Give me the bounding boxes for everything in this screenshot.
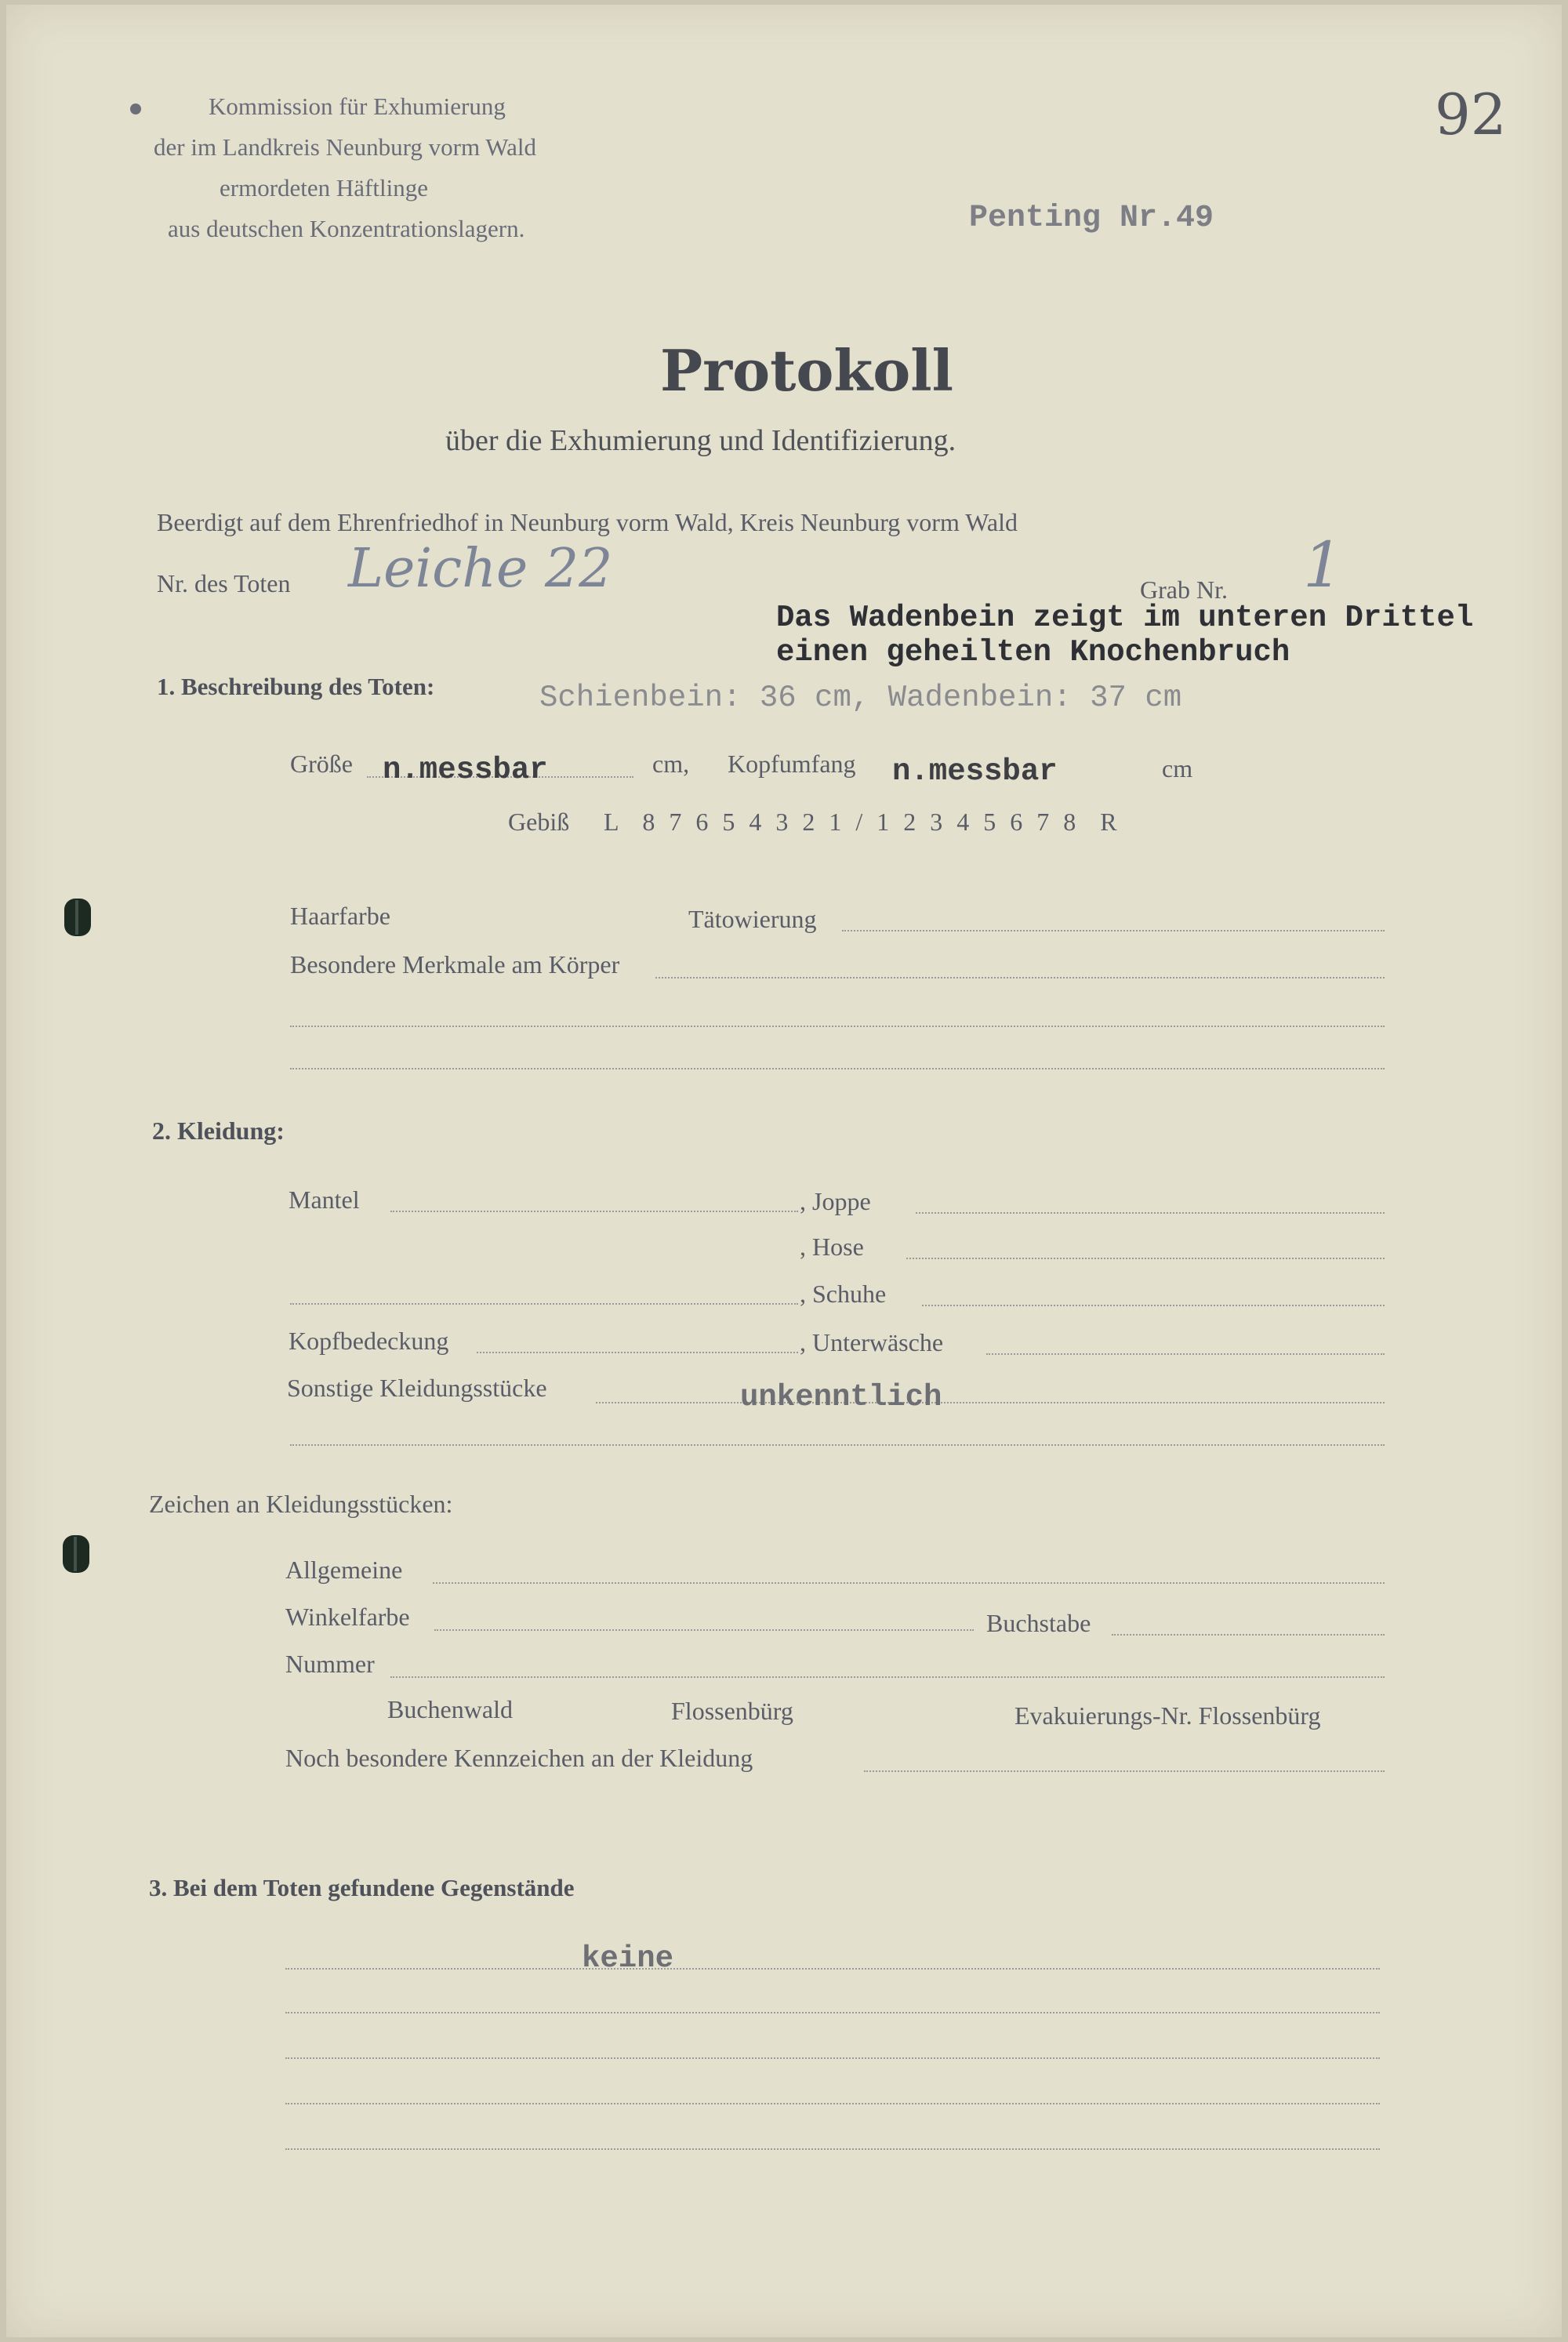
head-circumference-unit: cm	[1162, 754, 1193, 782]
org-line-2: der im Landkreis Neunburg vorm Wald	[154, 133, 536, 161]
height-unit: cm,	[652, 750, 690, 778]
headwear-label: Kopfbedeckung	[289, 1327, 449, 1355]
trousers-label: , Hose	[800, 1233, 864, 1261]
document-subtitle: über die Exhumierung und Identifizierung.	[445, 424, 956, 457]
evacuation-number-label: Evakuierungs-Nr. Flossenbürg	[1014, 1701, 1321, 1730]
org-line-4: aus deutschen Konzentrationslagern.	[168, 215, 525, 242]
grave-number-value: 1	[1303, 528, 1343, 601]
stamp-reference: Penting Nr.49	[969, 201, 1214, 236]
jacket-label: , Joppe	[800, 1187, 871, 1215]
body-marks-label: Besondere Merkmale am Körper	[290, 950, 620, 979]
bone-note-line-2: einen geheilten Knochenbruch	[776, 635, 1290, 670]
org-line-1: Kommission für Exhumierung	[209, 93, 506, 120]
burial-line: Beerdigt auf dem Ehrenfriedhof in Neunburg vorm Wald, Kreis Neunburg vorm Wald	[157, 508, 1018, 536]
bone-note-line-1: Das Wadenbein zeigt im unteren Drittel	[776, 601, 1474, 635]
letter-label: Buchstabe	[986, 1609, 1091, 1637]
head-circumference-label: Kopfumfang	[728, 750, 856, 778]
height-label: Größe	[290, 750, 353, 778]
shoes-label: , Schuhe	[800, 1280, 887, 1308]
bullet-mark	[130, 103, 141, 114]
height-value: n.messbar	[383, 753, 548, 787]
underwear-label: , Unterwäsche	[800, 1328, 944, 1356]
bone-measurements: Schienbein: 36 cm, Wadenbein: 37 cm	[539, 681, 1182, 715]
document-title: Protokoll	[660, 337, 953, 404]
deceased-number-value: Leiche 22	[348, 538, 613, 600]
found-items-value: keine	[582, 1941, 674, 1976]
section-1-heading: 1. Beschreibung des Toten:	[157, 673, 435, 700]
deceased-number-label: Nr. des Toten	[157, 569, 291, 597]
head-circumference-value: n.messbar	[892, 754, 1058, 789]
teeth-label: Gebiß	[508, 808, 570, 836]
teeth-chart: L 8 7 6 5 4 3 2 1 / 1 2 3 4 5 6 7 8 R	[604, 808, 1121, 836]
number-label: Nummer	[285, 1650, 375, 1678]
additional-marks-label: Noch besondere Kennzeichen an der Kleidung	[285, 1744, 753, 1772]
other-clothing-label: Sonstige Kleidungsstücke	[287, 1374, 547, 1402]
clothing-marks-heading: Zeichen an Kleidungsstücken:	[149, 1490, 453, 1518]
tattoo-label: Tätowierung	[688, 905, 817, 933]
flossenburg-label: Flossenbürg	[671, 1697, 793, 1725]
org-line-3: ermordeten Häftlinge	[220, 174, 428, 202]
page-number: 92	[1435, 82, 1507, 147]
punch-hole-top	[64, 899, 91, 936]
coat-label: Mantel	[289, 1186, 360, 1214]
triangle-color-label: Winkelfarbe	[285, 1603, 410, 1631]
hair-color-label: Haarfarbe	[290, 902, 390, 930]
general-label: Allgemeine	[285, 1556, 403, 1584]
buchenwald-label: Buchenwald	[387, 1695, 513, 1723]
grave-number-label: Grab Nr.	[1140, 576, 1228, 604]
other-clothing-value: unkenntlich	[740, 1380, 942, 1414]
section-2-heading: 2. Kleidung:	[152, 1117, 285, 1145]
punch-hole-bottom	[63, 1535, 89, 1573]
section-3-heading: 3. Bei dem Toten gefundene Gegenstände	[149, 1874, 575, 1901]
document-page	[6, 5, 1562, 2337]
